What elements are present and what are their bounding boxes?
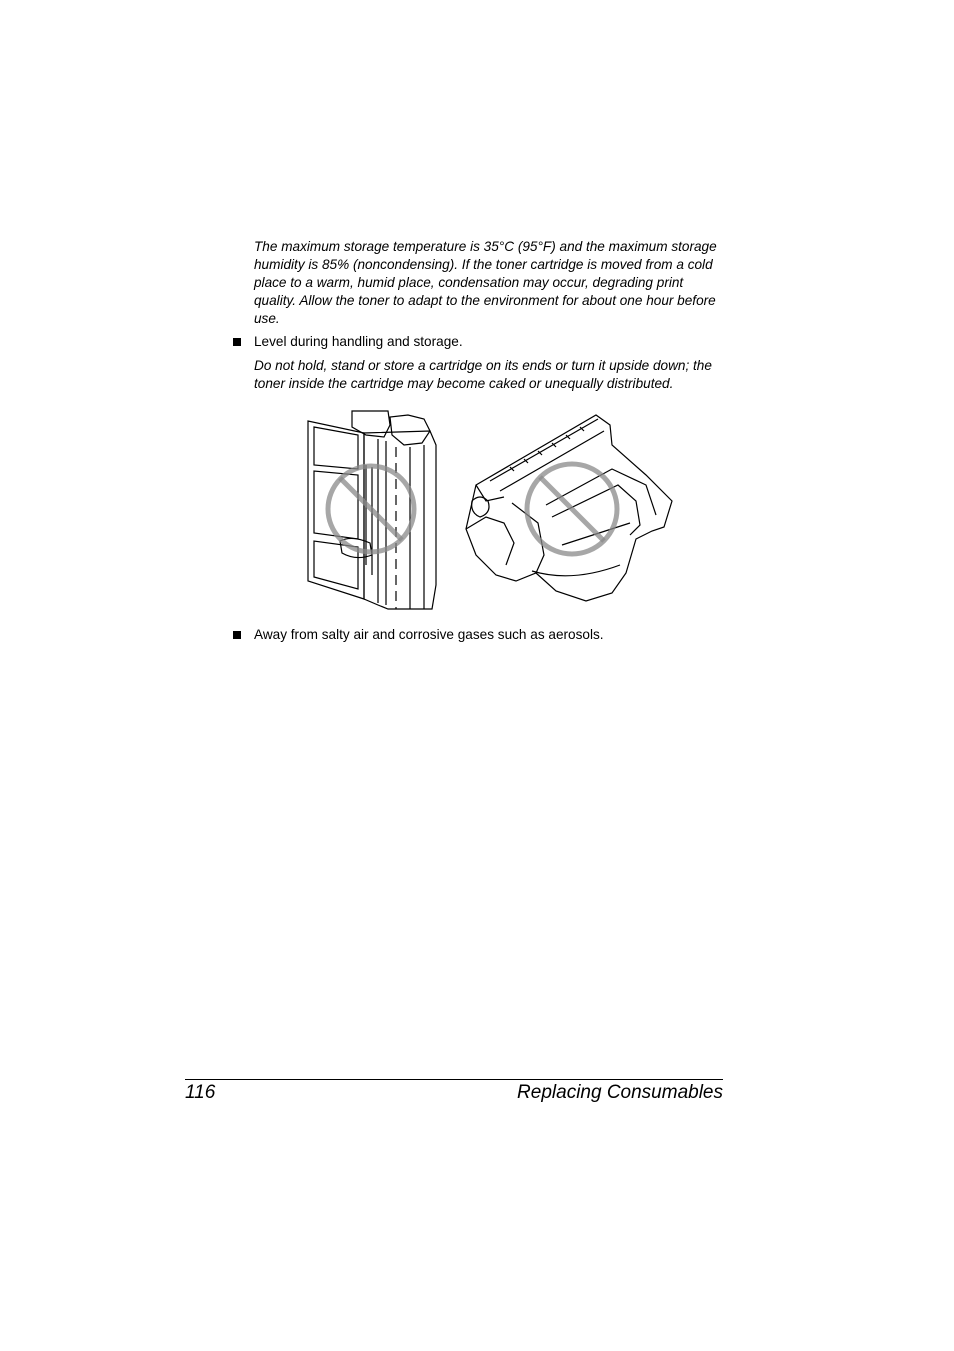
bullet-text: Away from salty air and corrosive gases such as aerosols. [254,627,604,642]
footer-divider [185,1079,723,1080]
prohibited-symbol-tilted-icon [527,464,617,554]
bullet-square-icon [233,338,241,346]
bullet-item-level [233,333,463,351]
prohibited-symbol-upright-icon [328,466,414,552]
storage-note: The maximum storage temperature is 35°C (95°F) and the maximum storage humidity is 85% (noncondensing). If the toner cartridge is moved from a cold place to a warm, humid place, condensation may occur, degrading print quality. Allow the toner to adapt to the environment for about one hour before use. [254,239,717,326]
page-number: 116 [185,1082,216,1103]
cartridge-illustration [300,405,680,617]
bullet-text: Level during handling and storage. [254,334,463,349]
cartridge-orientation-figure [300,405,680,617]
bullet-item-salty-air [233,626,604,644]
level-note: Do not hold, stand or store a cartridge on its ends or turn it upside down; the toner inside the cartridge may become caked or unequally distributed. [254,358,712,391]
section-title: Replacing Consumables [517,1082,723,1103]
bullet-square-icon [233,631,241,639]
